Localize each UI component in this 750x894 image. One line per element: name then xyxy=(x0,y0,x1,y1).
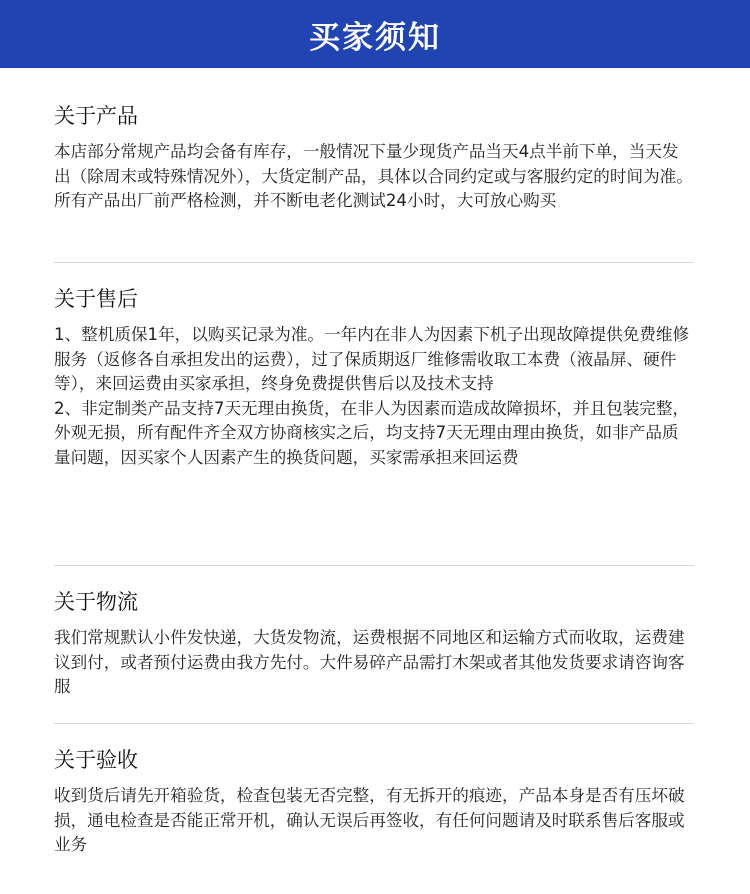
page-title: 买家须知 xyxy=(309,19,441,56)
section-heading: 关于产品 xyxy=(54,104,138,128)
section-paragraph: 本店部分常规产品均会备有库存，一般情况下量少现货产品当天4点半前下单，当天发出（除周末或特殊情况外），大货定制产品，具体以合同约定或与客服约定的时间为准。所有产品出厂前严格检测，并不断电老化测试24小时，大可放心购买 xyxy=(54,142,693,210)
section-heading: 关于售后 xyxy=(54,287,138,311)
section-about-products xyxy=(54,99,694,263)
section-logistics xyxy=(54,585,694,724)
header-banner xyxy=(0,0,750,68)
section-paragraph: 2、非定制类产品支持7天无理由换货，在非人为因素而造成故障损坏，并且包装完整，外观无损，所有配件齐全双方协商核实之后，均支持7天无理由理由换货，如非产品质量问题，因买家个人因素产生的换货问题，买家需承担来回运费 xyxy=(54,398,690,467)
section-paragraph: 我们常规默认小件发快递，大货发物流，运费根据不同地区和运输方式而收取，运费建议到付，或者预付运费由我方先付。大件易碎产品需打木架或者其他发货要求请咨询客服 xyxy=(54,628,685,696)
section-paragraph: 1、整机质保1年，以购买记录为准。一年内在非人为因素下机子出现故障提供免费维修服务（返修各自承担发出的运费），过了保质期返厂维修需收取工本费（液晶屏、硬件等），来回运费由买家承担，终身免费提供售后以及技术支持 xyxy=(54,325,690,393)
section-paragraph: 收到货后请先开箱验货，检查包装无否完整，有无拆开的痕迹，产品本身是否有压坏破损，通电检查是否能正常开机，确认无误后再签收，有任何问题请及时联系售后客服或业务 xyxy=(54,786,685,854)
notice-content xyxy=(54,99,694,883)
section-acceptance xyxy=(54,743,694,883)
section-heading: 关于验收 xyxy=(54,748,138,772)
section-after-sales xyxy=(54,282,694,566)
section-heading: 关于物流 xyxy=(54,590,138,614)
